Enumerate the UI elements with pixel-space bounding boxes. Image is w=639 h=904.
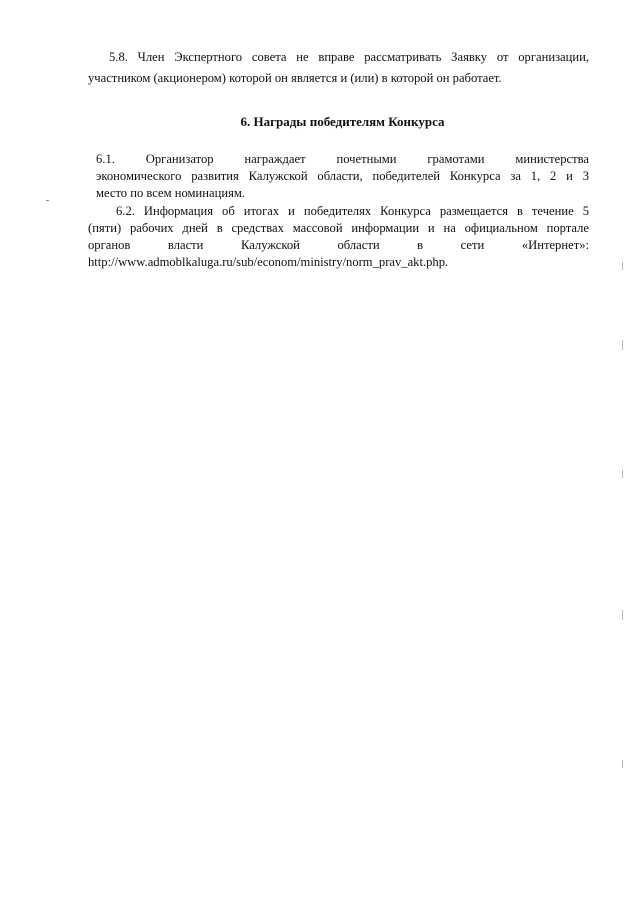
scan-edge-mark [622,760,623,768]
paragraph-5-8 [88,47,589,89]
document-body [88,47,589,271]
paragraph-line: 6.1. Организатор награждает почетными грамотами министерства [96,152,589,166]
paragraph-line: участником (акционером) которой он является и (или) в которой он работает. [88,71,502,85]
section-heading: 6. Награды победителям Конкурса [240,114,445,129]
paragraph-line: 5.8. Член Экспертного совета не вправе рассматривать Заявку от организации, [109,50,589,64]
scan-edge-mark [622,262,623,270]
paragraph-6-1 [88,151,589,202]
margin-mark [46,200,49,201]
paragraph-6-2 [88,203,589,271]
scan-edge-mark [622,610,623,620]
scan-edge-mark [622,340,623,350]
paragraph-line: 6.2. Информация об итогах и победителях Конкурса размещается в течение 5 [116,204,589,218]
paragraph-line: органов власти Калужской области в сети «Интернет»: [88,238,589,252]
paragraph-line: экономического развития Калужской области, победителей Конкурса за 1, 2 и 3 [96,169,589,183]
paragraph-line: (пяти) рабочих дней в средствах массовой информации и на официальном портале [88,221,589,235]
scan-edge-mark [622,470,623,478]
paragraph-line: место по всем номинациям. [96,186,245,200]
portal-url: http://www.admoblkaluga.ru/sub/econom/ministry/norm_prav_akt.php. [88,255,449,269]
